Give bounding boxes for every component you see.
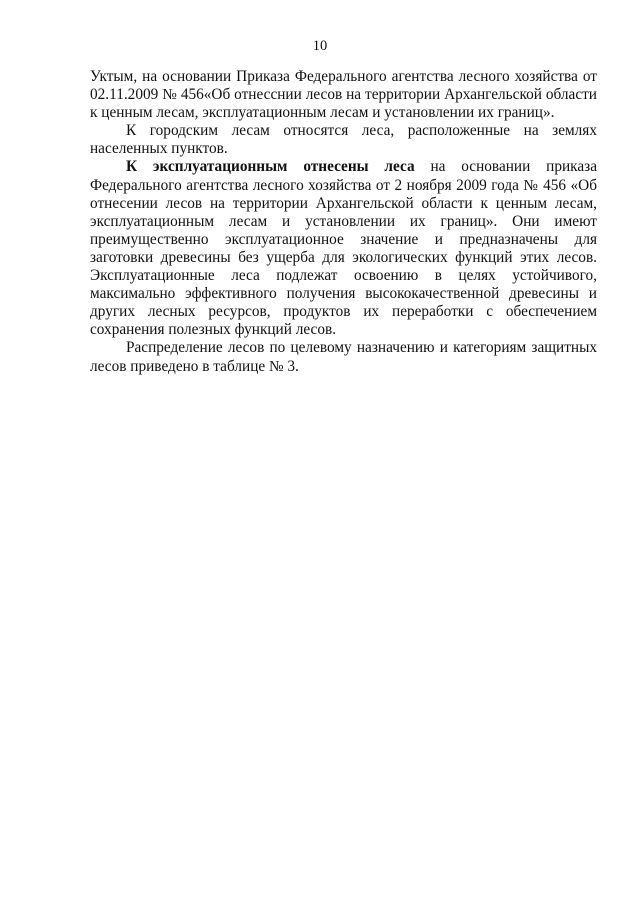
bold-phrase: К эксплуатационным отнесены леса	[126, 158, 415, 176]
text-line: заготовки древесины без ущерба для экологических функций этих лесов.	[90, 248, 597, 266]
text-line: Федерального агентства лесного хозяйства от 2 ноября 2009 года № 456 «Об	[90, 176, 597, 194]
text-line: лесов приведено в таблице № 3.	[90, 357, 299, 375]
paragraph-2	[90, 122, 597, 158]
text-line: Распределение лесов по целевому назначению и категориям защитных	[126, 339, 597, 357]
text-run: на основании приказа	[414, 158, 597, 176]
text-line: преимущественно эксплуатационное значение и предназначены для	[90, 230, 597, 248]
paragraph-1	[90, 68, 597, 122]
text-line: максимально эффективного получения высококачественной древесины и	[90, 285, 597, 303]
text-line: сохранения полезных функций лесов.	[90, 321, 337, 339]
text-line: населенных пунктов.	[90, 140, 228, 158]
text-line: других лесных ресурсов, продуктов их переработки с обеспечением	[90, 303, 597, 321]
text-line: эксплуатационным лесам и установлении их границ». Они имеют	[90, 212, 597, 230]
text-line: отнесении лесов на территории Архангельской области к ценным лесам,	[90, 194, 597, 212]
text-line: К городским лесам относятся леса, расположенные на землях	[126, 122, 597, 140]
text-line: Уктым, на основании Приказа Федерального агентства лесного хозяйства от	[90, 68, 597, 85]
text-line: к ценным лесам, эксплуатационным лесам и установлении их границ».	[90, 104, 555, 122]
paragraph-3	[90, 158, 597, 339]
paragraph-4	[90, 339, 597, 375]
page-number: 10	[312, 38, 328, 54]
text-line: Эксплуатационные леса подлежат освоению в целях устойчивого,	[90, 267, 597, 285]
text-line	[90, 158, 597, 176]
text-line: 02.11.2009 № 456«Об отнесснии лесов на территории Архангельской области	[90, 86, 597, 104]
document-body	[90, 68, 597, 376]
